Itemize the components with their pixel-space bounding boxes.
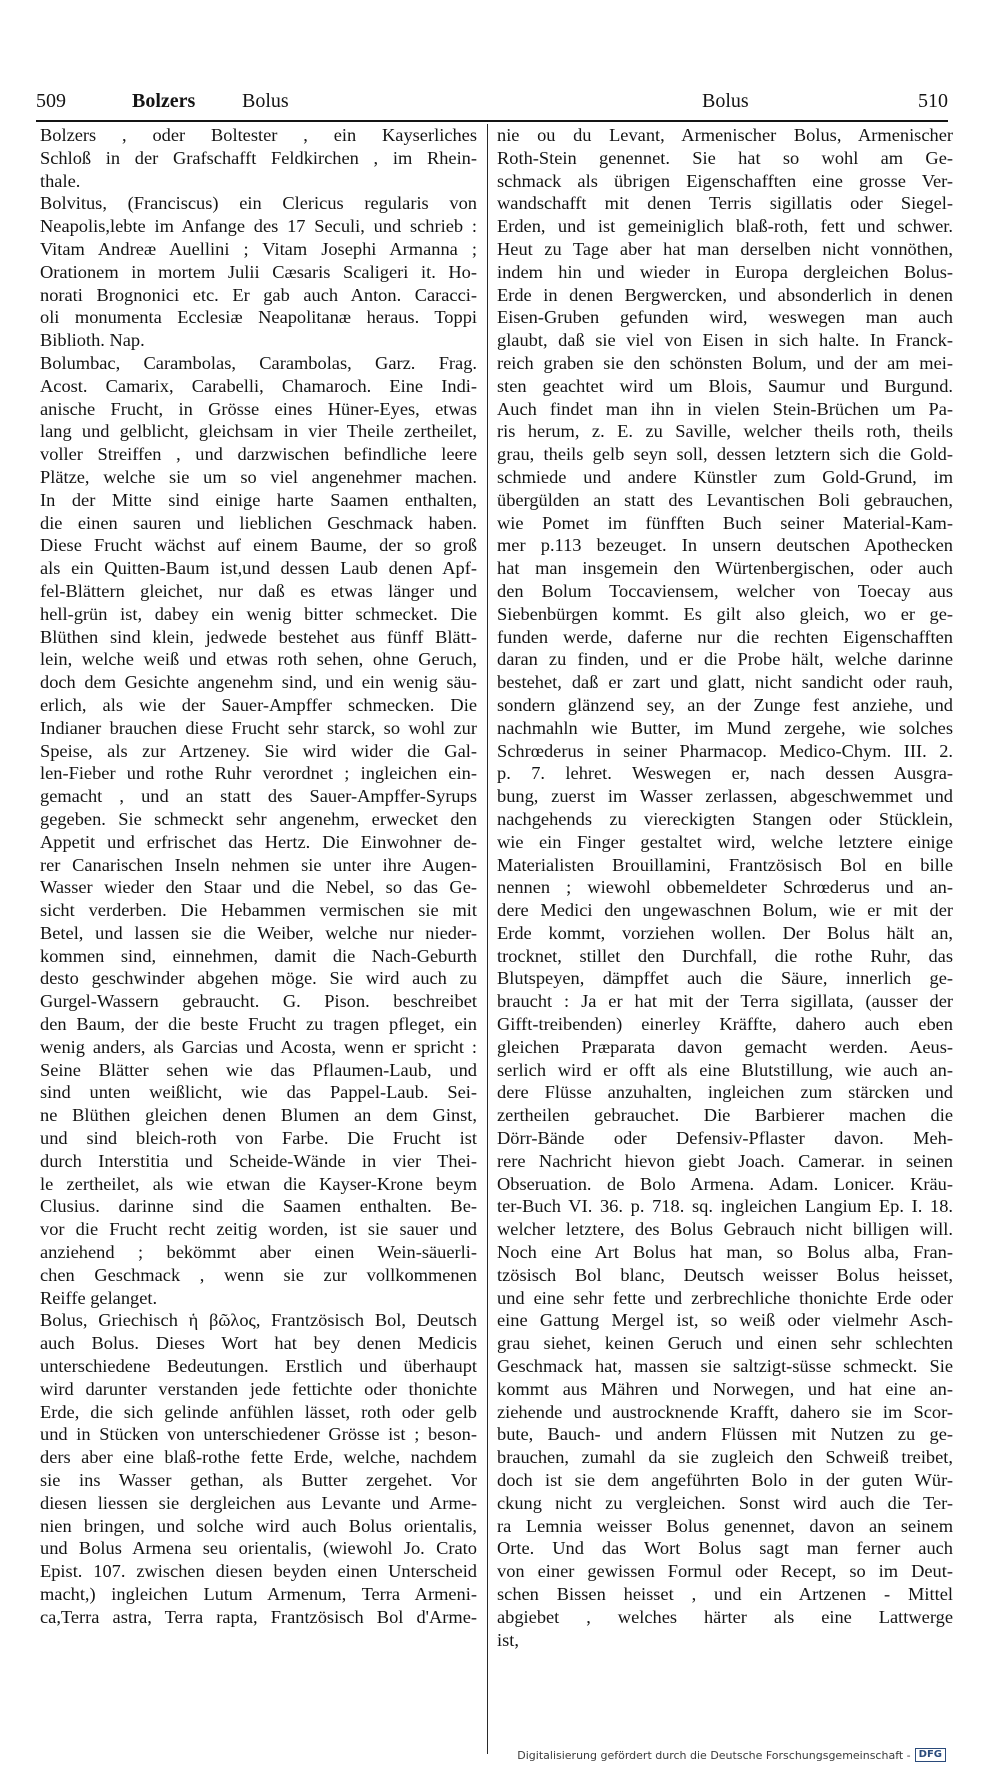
text-line: thale. <box>40 170 81 191</box>
text-line: Gifft-treibenden) einerley Kräffte, dahero auch eben <box>497 1014 953 1035</box>
text-line: Schrœderus in seiner Pharmacop. Medico-Chym. III. 2. <box>497 740 953 761</box>
text-line: eine Gattung Mergel ist, so weiß oder vielmehr Asch- <box>497 1310 953 1331</box>
text-line: Blüthen sind klein, jedwede bestehet aus fünff Blätt- <box>40 626 477 647</box>
text-line: wenig anders, als Garcias und Acosta, wenn er spricht : <box>40 1036 477 1057</box>
text-line: die einen sauren und lieblichen Geschmack haben. <box>40 512 477 533</box>
text-line: bute, Bauch- und andern Flüssen mit Nutzen zu ge- <box>497 1424 953 1445</box>
text-line: Auch findet man ihn in vielen Stein-Brüchen um Pa- <box>497 398 953 419</box>
text-line: bung, zuerst im Wasser zerlassen, abgeschwemmet und <box>497 786 953 807</box>
text-line: Schloß in der Grafschafft Feldkirchen , im Rhein- <box>40 147 477 168</box>
text-line: wie ein Finger gestaltet wird, welche letztere einige <box>497 831 953 852</box>
text-line: schen Bissen heisset , und ein Artzenen - Mittel <box>497 1584 953 1604</box>
text-line: nachmahln wie Butter, im Mund zergehe, wie solches <box>497 717 953 738</box>
text-line: schmiede und andere Künstler zum Gold-Grund, im <box>497 466 953 487</box>
running-header <box>36 84 948 118</box>
text-line: macht,) ingleichen Lutum Armenum, Terra Armeni- <box>40 1584 477 1604</box>
text-line: Neapolis,lebte im Anfange des 17 Seculi, und schrieb : <box>40 216 477 237</box>
text-line: le zertheilet, als wie etwan die Kayser-Krone beym <box>40 1173 477 1194</box>
text-line: Appetit und erfrischet das Hertz. Die Einwohner de- <box>40 831 477 852</box>
text-line: rer Canarischen Inseln nehmen sie unter ihre Augen- <box>40 854 477 875</box>
text-line: funden werde, daferne nur die rechten Eigenschafften <box>497 626 953 647</box>
text-line: unterschiedene Bedeutungen. Erstlich und überhaupt <box>40 1356 477 1377</box>
text-line: trocknet, stillet den Durchfall, die rothe Ruhr, das <box>497 945 953 966</box>
digitization-footer <box>517 1748 946 1762</box>
catchword-left: Bolzers <box>132 90 196 112</box>
text-line: gleichen Præparata davon gemacht werden. Aeus- <box>497 1036 953 1057</box>
text-line: Materialisten Brouillamini, Frantzösisch Bol en bille <box>497 854 953 875</box>
text-line: sondern glänzend sey, an der Zunge fest anziehe, und <box>497 694 953 715</box>
text-line: ckung nicht zu vergleichen. Sonst wird auch die Ter- <box>497 1492 953 1513</box>
text-line: grau siehet, keinen Geruch und einen sehr schlechten <box>497 1333 953 1354</box>
text-line: anziehend ; bekömmt aber einen Wein-säuerli- <box>40 1242 477 1263</box>
text-line: doch dem Gesichte angenehm sind, und ein wenig säu- <box>40 672 477 693</box>
text-line: serlich wird er offt als eine Blutstillung, wie auch an- <box>497 1059 953 1080</box>
text-line: brauchen, zumahl da sie zugleich den Schweiß treibet, <box>497 1447 953 1468</box>
text-line: Orationem in mortem Julii Cæsaris Scaligeri it. Ho- <box>40 261 477 282</box>
text-line: Heut zu Tage aber hat man derselben nicht vonnöthen, <box>497 238 953 259</box>
text-line: Biblioth. Nap. <box>40 330 145 351</box>
text-line: ders aber eine blaß-rothe fette Erde, welche, nachdem <box>40 1447 477 1468</box>
text-line: reich graben sie den schönsten Bolum, und der am mei- <box>497 352 953 373</box>
text-line: lein, welche weiß und etwas roth sehen, ohne Geruch, <box>40 649 477 670</box>
footer-text: Digitalisierung gefördert durch die Deutsche Forschungsgemeinschaft - <box>517 1748 911 1762</box>
text-line: nie ou du Levant, Armenischer Bolus, Armenischer <box>497 125 953 145</box>
text-line: ist, <box>497 1629 519 1650</box>
page-number-right: 510 <box>918 90 948 112</box>
text-line: Indianer brauchen diese Frucht sehr starck, so wohl zur <box>40 717 477 738</box>
text-line: gegeben. Sie schmeckt sehr angenehm, erwecket den <box>40 808 477 829</box>
text-line: braucht : Ja er hat mit der Terra sigillata, (ausser der <box>497 991 953 1012</box>
text-line: ca,Terra astra, Terra rapta, Frantzösisch Bol d'Arme- <box>40 1606 477 1627</box>
text-line: rere Nachricht hievon giebt Joach. Camerar. in seinen <box>497 1150 953 1171</box>
text-line: voller Streiffen , und darzwischen befindliche leere <box>40 444 477 465</box>
text-line: Roth-Stein genennet. Sie hat so wohl am Ge- <box>497 147 953 168</box>
text-line: Epist. 107. zwischen diesen beyden einen Unterscheid <box>40 1561 477 1582</box>
text-line: Bolus, Griechisch ἡ βῶλος, Frantzösisch Bol, Deutsch <box>40 1310 477 1331</box>
text-line: wie Pomet im fünfften Buch seiner Material-Kam- <box>497 512 953 533</box>
column-divider <box>487 124 488 1754</box>
text-line: Reiffe gelanget. <box>40 1287 158 1308</box>
text-line: ter-Buch VI. 36. p. 718. sq. ingleichen Langium Ep. I. 18. <box>497 1196 953 1217</box>
dfg-logo: DFG <box>915 1748 946 1762</box>
text-line: kommt aus Mähren und Norwegen, und hat eine an- <box>497 1378 953 1399</box>
text-line: sicht verderben. Die Hebammen vermischen sie mit <box>40 900 477 921</box>
text-line: dere Medici den ungewaschnen Bolum, wie er mit der <box>497 900 953 921</box>
text-line: und sind bleich-roth von Farbe. Die Frucht ist <box>40 1128 477 1149</box>
text-line: durch Interstitia und Scheide-Wände in vier Thei- <box>40 1150 477 1171</box>
text-line: ris herum, z. E. zu Saville, welcher theils roth, theils <box>497 421 953 442</box>
text-line: schmack als übrigen Eigenschafften eine grosse Ver- <box>497 170 953 191</box>
text-line: Betel, und lassen sie die Weiber, welche nur nieder- <box>40 922 477 943</box>
text-line: Erde in denen Bergwercken, und absonderlich in denen <box>497 284 953 305</box>
text-line: erlich, als wie der Sauer-Ampffer schmecken. Die <box>40 694 477 715</box>
text-line: Gurgel-Wassern gebraucht. G. Pison. beschreibet <box>40 991 477 1012</box>
text-line: lang und gelblicht, gleichsam in vier Theile zertheilet, <box>40 421 477 442</box>
text-line: Siebenbürgen kommt. Es gilt also gleich, wo er ge- <box>497 603 953 624</box>
text-line: Dörr-Bände oder Defensiv-Pflaster davon. Meh- <box>497 1128 953 1149</box>
text-line: sten geachtet wird um Blois, Saumur und Burgund. <box>497 375 953 396</box>
text-line: als ein Quitten-Baum ist,und dessen Laub denen Apf- <box>40 558 477 579</box>
text-line: den Baum, der die beste Frucht zu tragen pfleget, ein <box>40 1014 477 1035</box>
text-line: sie ins Wasser gethan, als Butter zergehet. Vor <box>40 1470 477 1491</box>
running-title-left: Bolus <box>242 90 289 112</box>
text-line: oli monumenta Ecclesiæ Neapolitanæ heraus. Toppi <box>40 307 477 328</box>
text-line: wandschafft mit denen Terris sigillatis oder Siegel- <box>497 193 953 214</box>
text-line: Erden, und ist gemeiniglich blaß-roth, fett und schwer. <box>497 216 953 237</box>
text-line: Bolzers , oder Boltester , ein Kayserliches <box>40 125 477 145</box>
text-line: Bolvitus, (Franciscus) ein Clericus regularis von <box>40 193 477 214</box>
text-line: glaubt, daß sie viel von Eisen in sich halte. In Franck- <box>497 330 953 351</box>
text-line: ne Blüthen gleichen denen Blumen an dem Ginst, <box>40 1105 477 1126</box>
text-line: ra Lemnia weisser Bolus genennet, davon an seinem <box>497 1515 953 1536</box>
page-number-left: 509 <box>36 90 66 112</box>
right-column <box>497 124 953 1760</box>
text-line: hell-grün ist, dabey ein wenig bitter schmecket. Die <box>40 603 477 624</box>
text-line: welcher letztere, des Bolus Gebrauch nicht billigen will. <box>497 1219 953 1240</box>
text-line: zertheilen gebrauchet. Die Barbierer machen die <box>497 1105 953 1126</box>
text-line: tzösisch Bol blanc, Deutsch weisser Bolus heisset, <box>497 1264 953 1285</box>
running-title-right: Bolus <box>702 90 749 112</box>
text-line: diesen liessen sie dergleichen aus Levante und Arme- <box>40 1492 477 1513</box>
text-line: Wasser wieder den Staar und die Nebel, so das Ge- <box>40 877 477 898</box>
text-line: Clusius. darinne sind die Saamen enthalten. Be- <box>40 1196 477 1217</box>
header-rule <box>36 120 948 122</box>
text-line: Erde, die sich gelinde anfühlen lässet, roth oder gelb <box>40 1401 477 1422</box>
text-line: abgiebet , welches härter als eine Lattwerge <box>497 1606 953 1627</box>
text-line: von einer gewissen Formul oder Recept, so im Deut- <box>497 1561 953 1582</box>
text-line: übergülden an statt des Levantischen Boli gebrauchen, <box>497 489 953 510</box>
text-line: hat man insgemein den Würtenbergischen, oder auch <box>497 558 953 579</box>
text-line: und eine sehr fette und zerbrechliche thonichte Erde oder <box>497 1287 953 1308</box>
text-line: kommen sind, einnehmen, damit die Nach-Geburth <box>40 945 477 966</box>
text-line: Noch eine Art Bolus hat man, so Bolus alba, Fran- <box>497 1242 953 1263</box>
text-line: Blutspeyen, dämpffet auch die Säure, innerlich ge- <box>497 968 953 989</box>
text-line: Speise, als zur Artzeney. Sie wird wider die Gal- <box>40 740 477 761</box>
text-line: Diese Frucht wächst auf einem Baume, der so groß <box>40 535 477 556</box>
text-line: Obseruation. de Bolo Armena. Adam. Lonicer. Kräu- <box>497 1173 953 1194</box>
text-line: Acost. Camarix, Carabelli, Chamaroch. Eine Indi- <box>40 375 477 396</box>
text-line: Plätze, welche sie um so viel angenehmer machen. <box>40 466 477 487</box>
text-line: auch Bolus. Dieses Wort hat bey denen Medicis <box>40 1333 477 1354</box>
text-line: chen Geschmack , wenn sie zur vollkommenen <box>40 1264 477 1285</box>
text-line: sind unten weißlicht, wie das Pappel-Laub. Sei- <box>40 1082 477 1103</box>
text-line: und Bolus Armena seu orientalis, (wiewohl Jo. Crato <box>40 1538 477 1559</box>
text-line: den Bolum Toccaviensem, welcher von Toecay aus <box>497 580 953 601</box>
text-line: ziehende und austrocknende Krafft, dahero sie im Scor- <box>497 1401 953 1422</box>
text-line: dere Flüsse anzuhalten, ingleichen zum stärcken und <box>497 1082 953 1103</box>
text-line: anische Frucht, in Grösse eines Hüner-Eyes, etwas <box>40 398 477 419</box>
text-line: nennen ; wiewohl obbemeldeter Schrœderus und an- <box>497 877 953 898</box>
text-line: Erde kommt, vorziehen wollen. Der Bolus hält an, <box>497 922 953 943</box>
text-line: fel-Blättern gleichet, nur daß es etwas länger und <box>40 580 477 601</box>
text-line: wird darunter verstanden jede fettichte oder thonichte <box>40 1378 477 1399</box>
text-line: gemacht , und an statt des Sauer-Ampffer-Syrups <box>40 786 477 807</box>
text-line: mer p.113 bezeuget. In unsern deutschen Apothecken <box>497 535 953 556</box>
left-column <box>40 124 477 1760</box>
text-line: In der Mitte sind einige harte Saamen enthalten, <box>40 489 477 510</box>
text-line: grau, theils gelb seyn soll, dessen letztern sich die Gold- <box>497 444 953 465</box>
text-line: desto geschwinder abgehen möge. Sie wird auch zu <box>40 968 477 989</box>
text-line: Seine Blätter sehen wie das Pflaumen-Laub, und <box>40 1059 477 1080</box>
text-line: p. 7. lehret. Weswegen er, nach dessen Ausgra- <box>497 763 953 784</box>
text-line: Vitam Andreæ Auellini ; Vitam Josephi Armanna ; <box>40 238 477 259</box>
text-line: und in Stücken von unterschiedener Grösse ist ; beson- <box>40 1424 477 1445</box>
text-line: nachgehends zu viereckigten Stangen oder Stücklein, <box>497 808 953 829</box>
text-line: len-Fieber und rothe Ruhr verordnet ; ingleichen ein- <box>40 763 477 784</box>
text-line: Geschmack hat, massen sie saltzigt-süsse schmeckt. Sie <box>497 1356 953 1377</box>
text-line: Bolumbac, Carambolas, Carambolas, Garz. Frag. <box>40 352 477 373</box>
text-line: nien bringen, und solche wird auch Bolus orientalis, <box>40 1515 477 1536</box>
text-line: daran zu finden, und er die Probe hält, welche darinne <box>497 649 953 670</box>
text-line: Eisen-Gruben gefunden wird, weswegen man auch <box>497 307 953 328</box>
text-line: norati Brognonici etc. Er gab auch Anton. Caracci- <box>40 284 477 305</box>
text-line: doch ist sie dem angeführten Bolo in der guten Wür- <box>497 1470 953 1491</box>
text-line: Orte. Und das Wort Bolus sagt man ferner auch <box>497 1538 953 1559</box>
text-line: vor die Frucht recht zeitig worden, ist sie sauer und <box>40 1219 477 1240</box>
text-line: bestehet, daß er zart und glatt, nicht sandicht oder rauh, <box>497 672 953 693</box>
text-line: indem hin und wieder in Europa dergleichen Bolus- <box>497 261 953 282</box>
